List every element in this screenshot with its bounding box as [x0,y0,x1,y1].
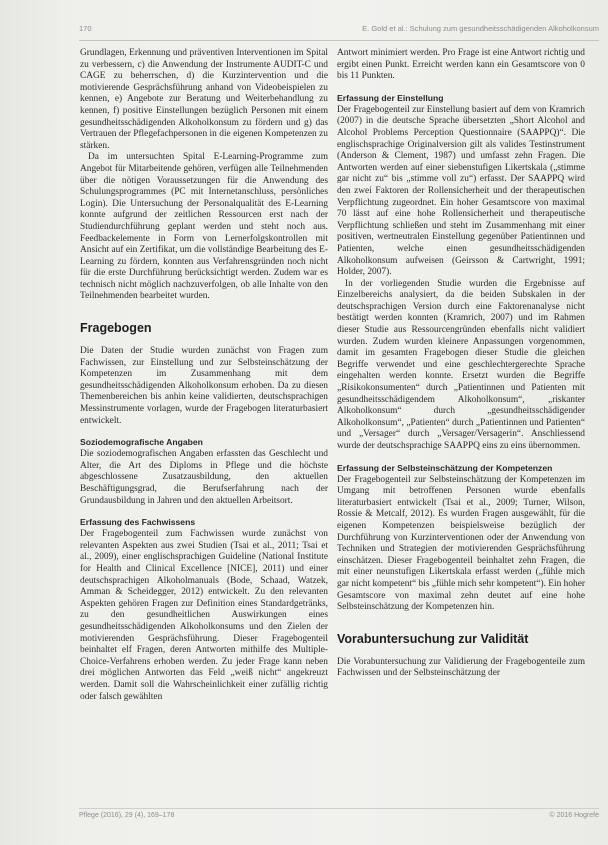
body-paragraph: In der vorliegenden Studie wurden die Ergebnisse auf Einzelbereichs analysiert, da die beiden Subskalen in der deutschsprachigen Version durch eine Faktorenanalyse nicht bestätigt werden konnten (Kramrich, 2007) und im Rahmen dieser Studie aus Ressourcengründen ebenfalls nicht validiert wurden. Zudem wurden kleinere Anpassungen vorgenommen, damit im gesamten Fragebogen dieser Studie die gleichen Begriffe verwendet und eine geschlechtergerechte Sprache eingehalten werden konnte. Ersetzt wurden die Begriffe „Risikokonsumenten“ durch „Patientinnen und Patienten mit gesundheitsschädigendem Alkoholkonsum“, „riskanter Alkoholkonsum“ durch „gesundheitsschädigender Alkoholkonsum“, „Patienten“ durch „Patientinnen und Patienten“ und „Versager“ durch „Versager/Versagerin“. Anschliessend wurde der deutschsprachige SAAPPQ eins zu eins übernommen. [337,278,585,451]
body-paragraph: Der Fragebogenteil zur Selbsteinschätzung der Kompetenzen im Umgang mit betroffenen Personen wurde ebenfalls literaturbasiert entwickelt (Tsai et al., 2009; Turner, Wilson, Rossie & Metcalf, 2012). Es wurden Fragen ausgewählt, für die eigenen Kompetenzen beispielsweise bezüglich der Durchführung von Kurzinterventionen oder der Anwendung von Techniken und Strategien der motivierenden Gesprächsführung einschätzen. Dieser Fragebogenteil beinhaltet zehn Fragen, die mit einer neunstufigen Likertskala erfasst werden („fühle mich gar nicht kompetent“ bis „fühle mich sehr kompetent“). Ein hoher Gesamtscore von maximal zehn deutet auf eine hohe Selbsteinschätzung der Kompetenzen hin. [337,474,585,613]
running-header [79,22,599,36]
footer-divider [79,808,599,809]
journal-citation: Pflege (2016), 29 (4), 169–178 [79,812,175,819]
subheading-sociodemographics: Soziodemografische Angaben [80,437,203,448]
header-divider [79,40,599,41]
body-paragraph: Antwort minimiert werden. Pro Frage ist eine Antwort richtig und ergibt einen Punkt. Erreicht werden kann ein Gesamtscore von 0 bis 11 Punkten. [337,48,585,82]
section-heading-fragebogen: Fragebogen [80,321,152,336]
body-paragraph: Der Fragebogenteil zur Einstellung basiert auf dem von Kramrich (2007) in die deutsche Sprache übersetzten „Short Alcohol and Alcohol Problems Perception Questionnaire (SAAPPQ)“. Die englischsprachige Originalversion gilt als valides Testinstrument (Anderson & Clement, 1987) und umfasst zehn Fragen. Die Antworten werden auf einer siebenstufigen Likertskala („stimme gar nicht zu“ bis „stimme voll zu“) erfasst. Der SAAPPQ wird den zwei Faktoren der Rollensicherheit und der therapeutischen Verpflichtung zugeordnet. Ein hoher Gesamtscore von maximal 70 lässt auf eine hohe Rollensicherheit und therapeutische Verpflichtung schließen und steht im Zusammenhang mit einer positiven, wertneutralen Einstellung gegenüber Patientinnen und Patienten, welche einen gesundheitsschädigenden Alkoholkonsum aufweisen (Geirsson & Cartwright, 1991; Holder, 2007). [337,104,585,278]
body-paragraph: Die soziodemografischen Angaben erfassten das Geschlecht und Alter, die Art des Diploms in Pflege und die höchste abgeschlossene Zusatzausbildung, den aktuellen Beschäftigungsgrad, die Berufserfahrung nach der Grundausbildung in Jahren und den aktuellen Arbeitsort. [80,449,328,506]
section-heading-validity: Vorabuntersuchung zur Validität [337,631,529,646]
body-paragraph: Die Vorabuntersuchung zur Validierung der Fragebogenteile zum Fachwissen und der Selbsteinschätzung der [337,656,585,679]
copyright-notice: © 2016 Hogrefe [549,812,599,819]
left-column [80,48,328,703]
page-number: 170 [79,24,92,33]
subheading-knowledge: Erfassung des Fachwissens [80,517,196,528]
subheading-self-assessment: Erfassung der Selbsteinschätzung der Kompetenzen [337,462,553,473]
body-paragraph: Der Fragebogenteil zum Fachwissen wurde zunächst von relevanten Aspekten aus zwei Studien (Tsai et al., 2011; Tsai et al., 2009), einer englischsprachigen Guideline (National Institute for Health and Clinical Excellence [NICE], 2011) und einer deutschsprachigen Alkoholmanuals (Bode, Schaad, Watzek, Amman & Scheidegger, 2012) entwickelt. Zu den relevanten Aspekten gehören Fragen zur Definition eines Standardgetränks, zu den gesundheitlichen Auswirkungen eines gesundheitsschädigenden Alkoholkonsums und den Zielen der motivierenden Gesprächsführung. Dieser Fragebogenteil beinhaltet elf Fragen, deren Antworten mithilfe des Multiple-Choice-Verfahrens erhoben werden. Zu jeder Frage kann neben drei möglichen Antworten das Feld „weiß nicht“ angekreuzt werden. Damit soll die Wahrscheinlichkeit einer zufällig richtig oder falsch gewählten [80,529,328,702]
page-footer [79,812,599,824]
running-title: E. Gold et al.: Schulung zum gesundheitsschädigenden Alkoholkonsum [362,24,599,33]
body-paragraph: Da im untersuchten Spital E-Learning-Programme zum Angebot für Mitarbeitende gehören, verfügen alle Teilnehmenden über die nötigen Voraussetzungen für die Anwendung des Schulungsprogrammes (PC mit Internetanschluss, persönliches Login). Die Untersuchung der Personalqualität des E-Learning konnte aufgrund der zeitlichen Ressourcen erst nach der Studiendurchführung geplant werden und steht noch aus. Feedbackelemente in Form von Lernerfolgskontrollen mit Ansicht auf ein Zertifikat, um die vollständige Bearbeitung des E-Learning zu fördern, konnten aus Verfahrensgründen noch nicht für die erste Durchführung berücksichtigt werden. Zudem war es technisch nicht möglich nachzuverfolgen, ob alle Inhalte von den Teilnehmenden bearbeitet wurden. [80,152,328,302]
body-paragraph: Grundlagen, Erkennung und präventiven Interventionen im Spital zu verbessern, c) die Anwendung der Instrumente AUDIT-C und CAGE zu beherrschen, d) die Kurzintervention und die motivierende Gesprächsführung anhand von Videobeispielen zu kennen, e) Angebote zur Beratung und Weiterbehandlung zu kennen, f) positive Einstellungen bezüglich Personen mit einem gesundheitsschädigenden Alkoholkonsum zu fördern und g) das Vertrauen der Pflegefachpersonen in die eigenen Kompetenzen zu stärken. [80,48,328,151]
subheading-attitude: Erfassung der Einstellung [337,92,444,103]
right-column [337,48,585,680]
body-paragraph: Die Daten der Studie wurden zunächst von Fragen zum Fachwissen, zur Einstellung und zur Selbsteinschätzung der Kompetenzen im Zusammenhang mit dem gesundheitsschädigenden Alkoholkonsum erhoben. Da zu diesen Themenbereichen bis anhin keine validierten, deutschsprachigen Messinstrumente vorlagen, wurde der Fragebogen literaturbasiert entwickelt. [80,346,328,426]
